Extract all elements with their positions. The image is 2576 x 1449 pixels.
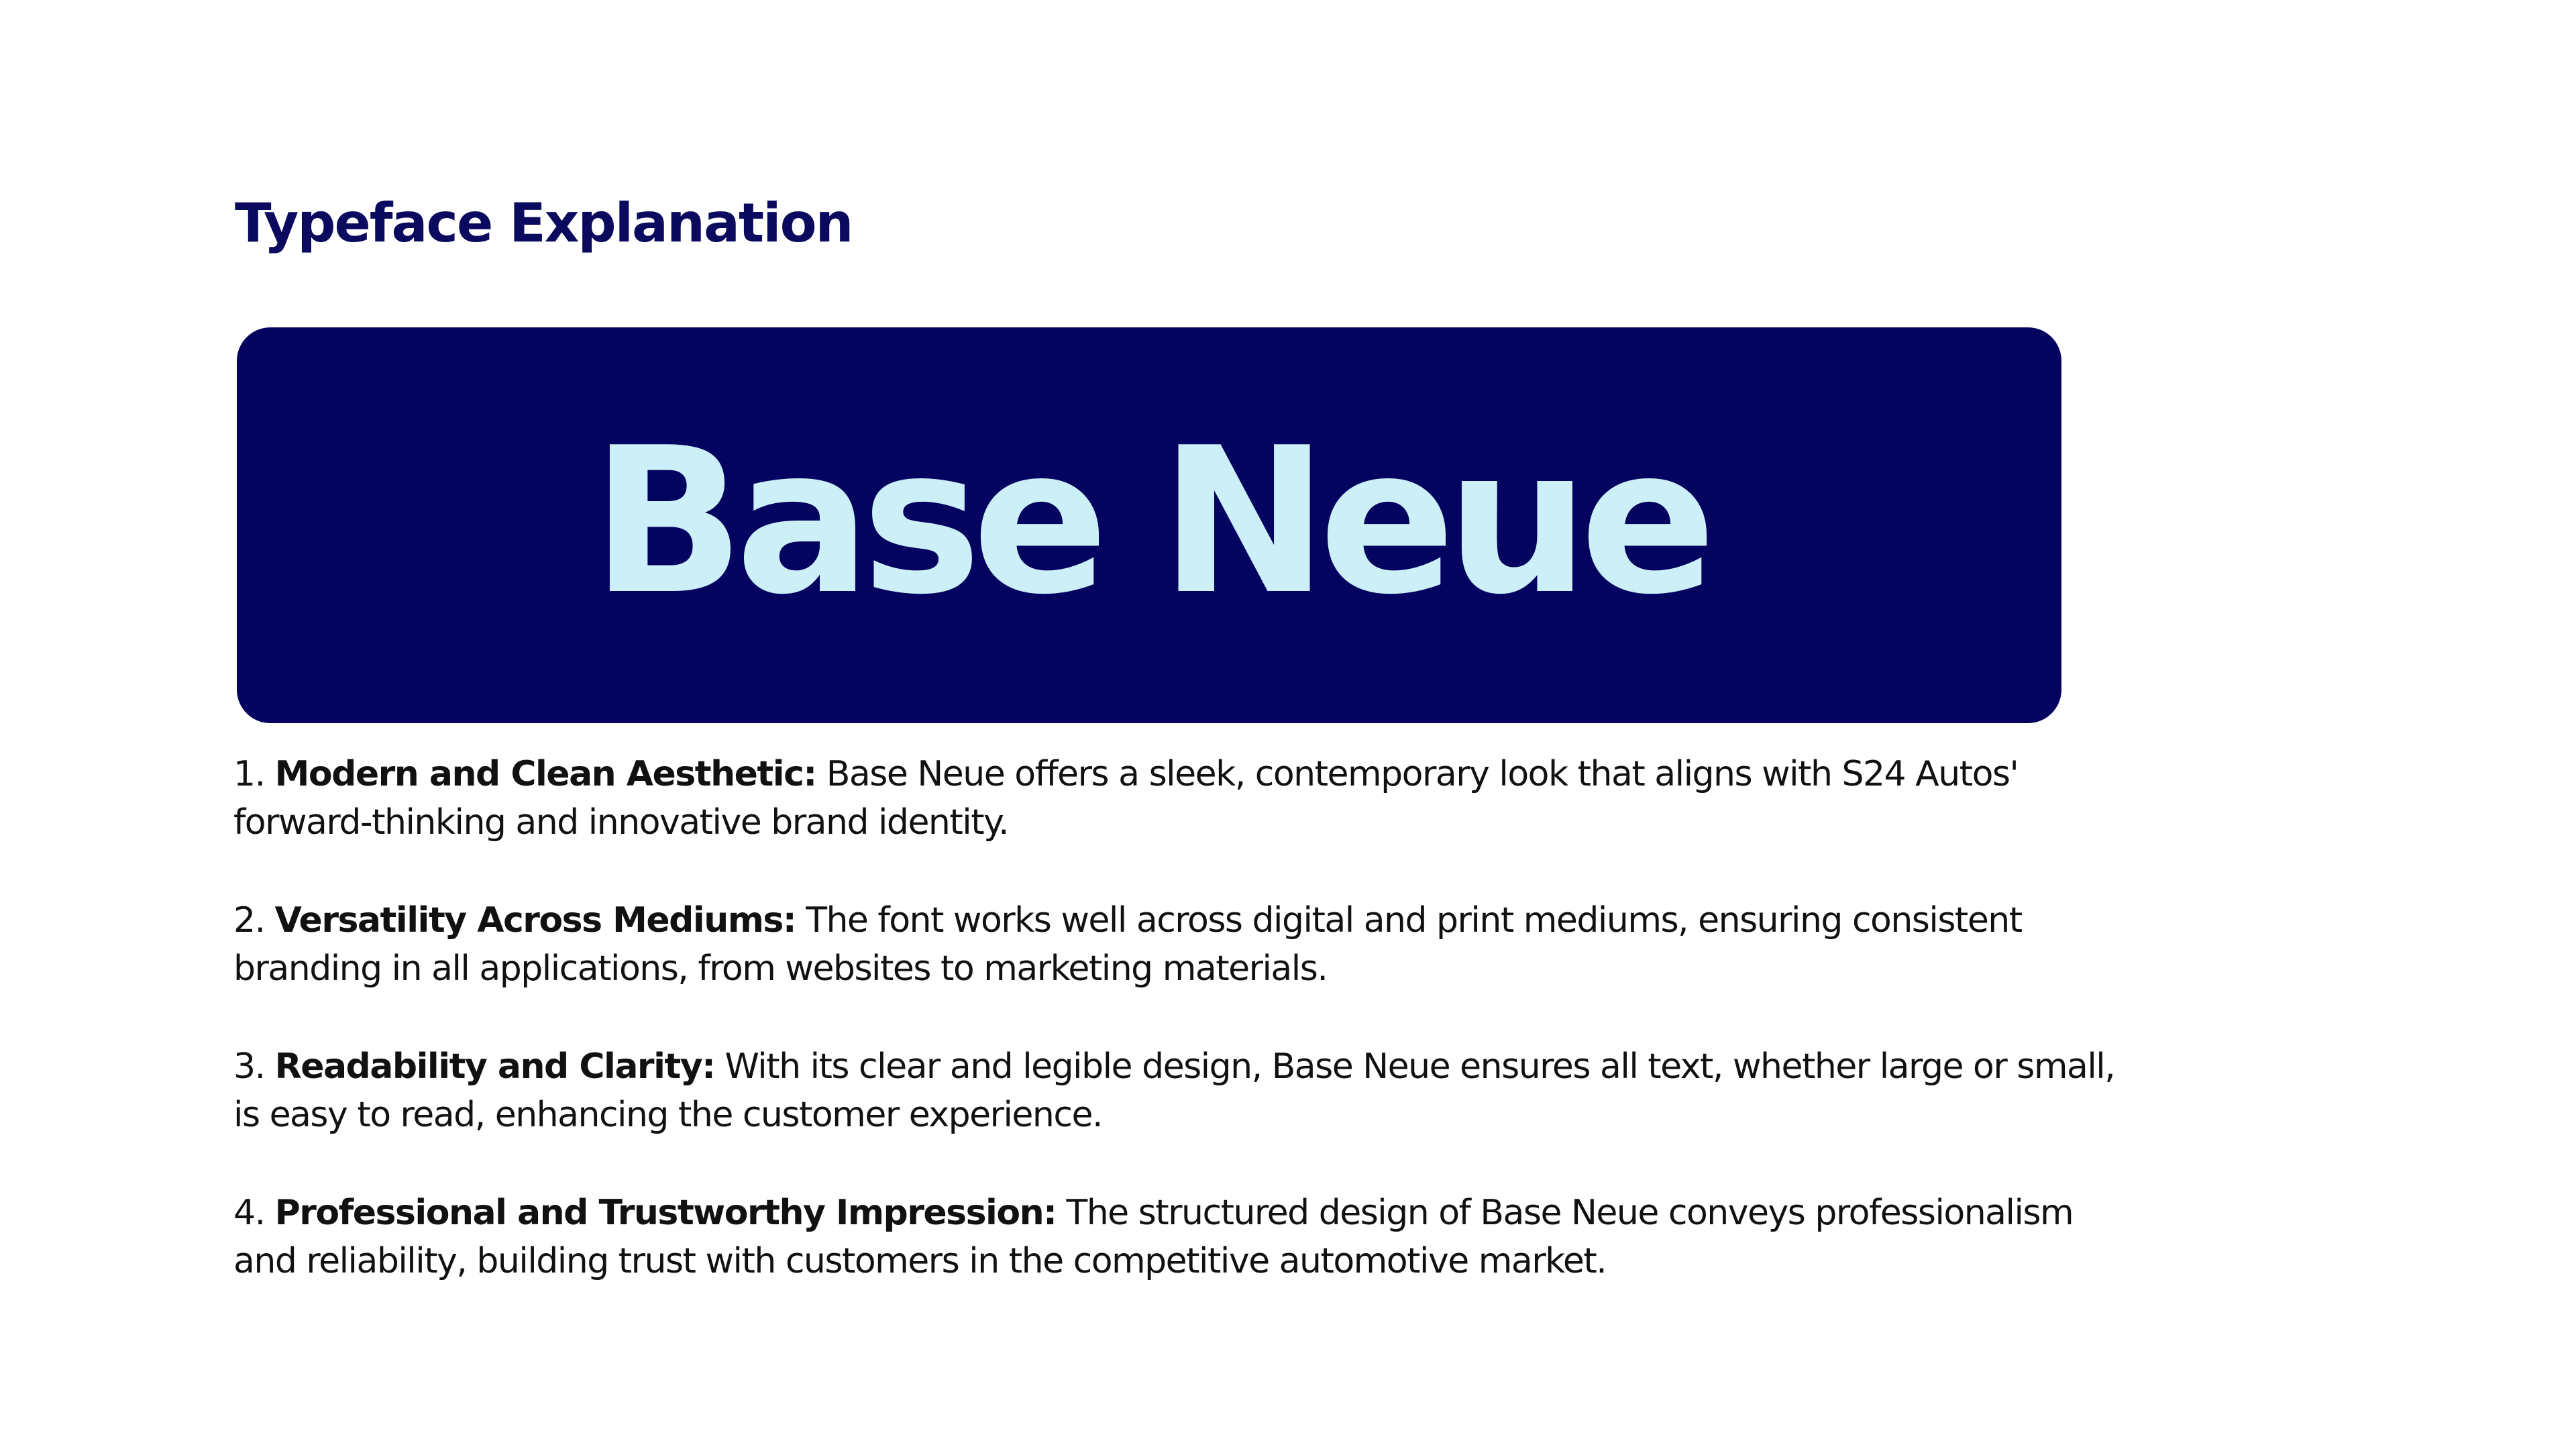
- page-title: Typeface Explanation: [235, 192, 853, 254]
- typeface-sample: Base Neue: [591, 405, 1707, 639]
- item-number: 3.: [233, 1046, 265, 1087]
- item-term: Professional and Trustworthy Impression:: [274, 1193, 1057, 1233]
- item-term: Versatility Across Mediums:: [274, 900, 796, 941]
- item-term: Readability and Clarity:: [274, 1046, 715, 1087]
- explanation-item: [233, 1189, 2125, 1285]
- item-number: 4.: [233, 1193, 265, 1233]
- item-text: With its clear and legible design, Base Neue ensures all text, whether large or small, is easy to read, enhancing the customer experience.: [233, 1046, 2115, 1135]
- item-number: 2.: [233, 900, 265, 941]
- typeface-showcase-card: [237, 327, 2061, 723]
- item-text: The font works well across digital and print mediums, ensuring consistent branding in all applications, from websites to marketing materials.: [233, 900, 2022, 989]
- item-term: Modern and Clean Aesthetic:: [274, 754, 816, 794]
- item-number: 1.: [233, 754, 265, 794]
- explanation-item: [233, 896, 2125, 993]
- explanation-list: [233, 750, 2125, 1335]
- item-text: Base Neue offers a sleek, contemporary look that aligns with S24 Autos' forward-thinking and innovative brand identity.: [233, 754, 2019, 843]
- explanation-item: [233, 1042, 2125, 1139]
- item-text: The structured design of Base Neue conveys professionalism and reliability, building trust with customers in the competitive automotive market.: [233, 1193, 2074, 1281]
- explanation-item: [233, 750, 2125, 847]
